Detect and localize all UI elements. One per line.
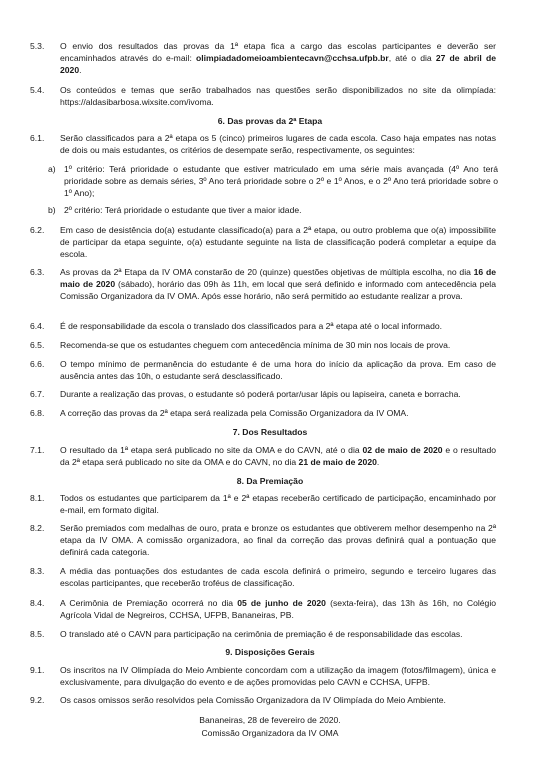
clause-text bbox=[34, 40, 496, 77]
clause-text-part: (sábado), horário das 09h às 11h, em local que será definido e informado com antecedência pela Comissão Organizadora da IV OMA. Após esse horário, não será permitido ao estudante realizar a prova. bbox=[60, 279, 496, 302]
clause-6-8 bbox=[30, 407, 496, 419]
clause-text bbox=[34, 444, 496, 468]
criterion-text: 2º critério: Terá prioridade o estudante que tiver a maior idade. bbox=[64, 205, 302, 215]
clause-6-5 bbox=[30, 339, 496, 351]
clause-6-1 bbox=[30, 132, 496, 156]
clause-number: 9.1. bbox=[30, 665, 45, 675]
clause-6-2 bbox=[30, 224, 496, 261]
clause-text bbox=[34, 597, 496, 621]
clause-number: 8.5. bbox=[30, 629, 45, 639]
clause-text: Os conteúdos e temas que serão trabalhados nas questões serão disponibilizados no site da olimpíada: https://aldasibarbosa.wixsite.com/ivoma. bbox=[60, 85, 496, 108]
clause-text: Os casos omissos serão resolvidos pela Comissão Organizadora da IV Olimpíada do Meio Ambiente. bbox=[60, 695, 446, 705]
clause-number: 6.6. bbox=[30, 359, 45, 369]
clause-6-7 bbox=[30, 388, 496, 400]
clause-8-2 bbox=[30, 522, 496, 559]
clause-text: Durante a realização das provas, o estudante só poderá portar/usar lápis ou lapiseira, caneta e borracha. bbox=[60, 389, 461, 399]
clause-8-3 bbox=[30, 565, 496, 589]
criterion-a bbox=[48, 163, 498, 200]
clause-number: 8.1. bbox=[30, 493, 45, 503]
section-heading-8: 8. Da Premiação bbox=[236, 476, 304, 486]
clause-text: A média das pontuações dos estudantes de cada escola definirá o primeiro, segundo e terceiro lugares das escolas participantes, que receberão troféus de classificação. bbox=[60, 566, 496, 589]
exam-date: 16 de maio de 2020 bbox=[60, 267, 496, 290]
clause-number: 6.1. bbox=[30, 133, 45, 143]
clause-number: 6.5. bbox=[30, 340, 45, 350]
place-date: Bananeiras, 28 de fevereiro de 2020. bbox=[199, 715, 341, 725]
clause-text bbox=[34, 266, 496, 303]
clause-text-part: , até o dia bbox=[388, 53, 436, 64]
criterion-b bbox=[48, 204, 498, 216]
clause-9-1 bbox=[30, 664, 496, 688]
ceremony-date: 05 de junho de 2020 bbox=[237, 598, 326, 608]
clause-text-part: e o resultado da 2ª etapa será publicado no site da OMA e do CAVN, no dia bbox=[60, 445, 497, 468]
clause-text-part: As provas da 2ª Etapa da IV OMA constarão de 20 (quinze) questões objetivas de múltipla escolha, no dia bbox=[60, 267, 474, 277]
clause-number: 5.4. bbox=[30, 85, 45, 95]
clause-text-part: (sexta-feira), das 13h às 16h, no Colégio Agrícola Vidal de Negreiros, CCHSA, UFPB, Bananeiras, PB. bbox=[60, 598, 497, 621]
clause-9-2 bbox=[30, 694, 496, 706]
clause-number: 6.7. bbox=[30, 389, 45, 399]
clause-text: Serão classificados para a 2ª etapa os 5 (cinco) primeiros lugares de cada escola. Caso haja empates nas notas de dois ou mais estudantes, os critérios de desempate serão, respectivamente, os seguintes: bbox=[60, 133, 496, 156]
clause-text: Os inscritos na IV Olimpíada do Meio Ambiente concordam com a utilização da imagem (fotos/filmagem), única e exclusivamente, para divulgação do evento e de ações promovidas pelo CAVN e CCHSA, UFPB. bbox=[60, 665, 496, 688]
clause-number: 8.4. bbox=[30, 598, 45, 608]
clause-number: 8.2. bbox=[30, 523, 45, 533]
clause-text: Todos os estudantes que participarem da 1ª e 2ª etapas receberão certificado de participação, encaminhado por e-mail, em formato digital. bbox=[60, 493, 496, 516]
clause-text-part: . bbox=[376, 457, 380, 468]
deadline-date: 27 de abril de 2020 bbox=[60, 53, 496, 76]
clause-number: 6.3. bbox=[30, 267, 45, 277]
clause-8-4 bbox=[30, 597, 497, 621]
clause-text-part: . bbox=[79, 65, 82, 76]
result-date-1: 02 de maio de 2020 bbox=[362, 445, 443, 455]
clause-text: O translado até o CAVN para participação na cerimônia de premiação é de responsabilidade das escolas. bbox=[60, 629, 463, 639]
result-date-2: 21 de maio de 2020 bbox=[298, 457, 377, 468]
clause-text: Em caso de desistência do(a) estudante classificado(a) para a 2ª etapa, ou outro problema que o(a) impossibilite de participar da etapa seguinte, o(a) estudante seguinte na lista de classificação poderá completar a equipe da escola. bbox=[60, 225, 496, 260]
clause-number: 7.1. bbox=[30, 445, 45, 455]
clause-5-4 bbox=[30, 84, 496, 108]
clause-number: 9.2. bbox=[30, 695, 45, 705]
clause-number: 8.3. bbox=[30, 566, 45, 576]
criterion-letter: b) bbox=[48, 205, 56, 215]
clause-text: Serão premiados com medalhas de ouro, prata e bronze os estudantes que obtiverem melhor desempenho na 2ª etapa da IV OMA. A comissão organizadora, ao final da correção das provas definirá qual a pontuação que definirá cada categoria. bbox=[60, 523, 496, 558]
clause-text-part: O envio dos resultados das provas da 1ª etapa fica a cargo das escolas participantes e deverão ser encaminhados através do e-mail: bbox=[60, 41, 496, 64]
clause-number: 6.8. bbox=[30, 408, 45, 418]
clause-8-5 bbox=[30, 628, 496, 640]
clause-8-1 bbox=[30, 492, 496, 516]
clause-5-3 bbox=[30, 40, 496, 77]
section-heading-7: 7. Dos Resultados bbox=[232, 427, 308, 437]
clause-text: O tempo mínimo de permanência do estudante é de uma hora do início da aplicação da prova. Em caso de ausência antes das 10h, o estudante será desclassificado. bbox=[60, 359, 496, 382]
clause-number: 5.3. bbox=[30, 41, 45, 51]
signature: Comissão Organizadora da IV OMA bbox=[201, 728, 339, 738]
clause-text-part: A Cerimônia de Premiação ocorrerá no dia bbox=[60, 598, 238, 608]
clause-6-3 bbox=[30, 266, 496, 303]
clause-text-part: O resultado da 1ª etapa será publicado no site da OMA e do CAVN, até o dia bbox=[60, 445, 363, 455]
clause-number: 6.2. bbox=[30, 225, 45, 235]
clause-7-1 bbox=[30, 444, 497, 468]
section-heading-9: 9. Disposições Gerais bbox=[225, 647, 315, 657]
criterion-letter: a) bbox=[48, 164, 56, 174]
clause-6-6 bbox=[30, 358, 496, 382]
criterion-text: 1º critério: Terá prioridade o estudante que estiver matriculado em uma série mais avançada (4º Ano terá prioridade sobre as demais séries, 3º Ano terá prioridade sobre o 2º e 1º Anos, e o 2º Ano terá prioridade sobre o 1º Ano); bbox=[64, 164, 498, 199]
section-heading-6: 6. Das provas da 2ª Etapa bbox=[217, 116, 323, 126]
clause-text: É de responsabilidade da escola o translado dos classificados para a 2ª etapa até o local informado. bbox=[60, 321, 443, 331]
clause-number: 6.4. bbox=[30, 321, 45, 331]
email-address: olimpiadadomeioambientecavn@cchsa.ufpb.br bbox=[195, 53, 389, 64]
clause-text: A correção das provas da 2ª etapa será realizada pela Comissão Organizadora da IV OMA. bbox=[60, 408, 409, 418]
clause-6-4 bbox=[30, 320, 496, 332]
clause-text: Recomenda-se que os estudantes cheguem com antecedência mínima de 30 min nos locais de prova. bbox=[60, 340, 451, 350]
